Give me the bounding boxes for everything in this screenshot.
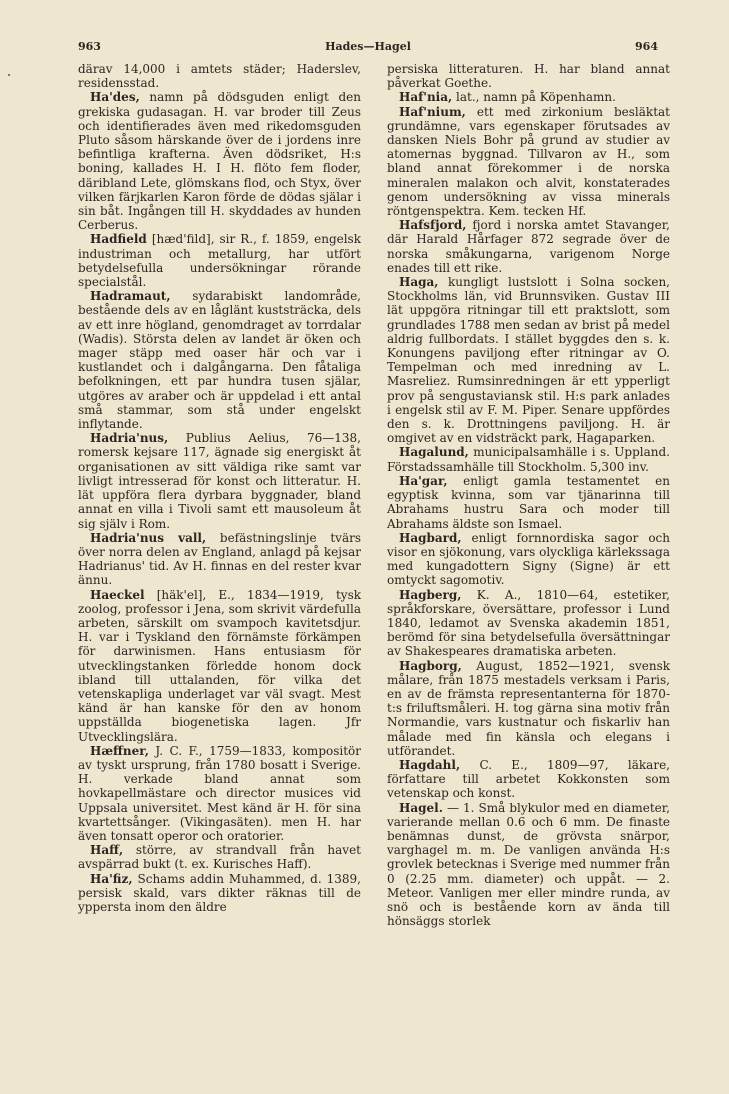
right-page-number: 964 xyxy=(635,40,658,53)
entry-text: persiska litteraturen. H. har bland annat påverkat Goethe. xyxy=(387,62,670,91)
entry-text: — 1. Små blykulor med en diameter, varierande mellan 0.6 och 6 mm. De finaste benämnas dunst, de grövsta snärpor, varghagel m. m. De vanligen använda H:s grovlek betecknas i Sverige med nummer från 0 (2.25 mm. diameter) och uppåt. — 2. Meteor. Vanligen mer eller mindre runda, av snö och is bestående korn av ända till hönsäggs storlek xyxy=(387,800,670,929)
entry-headword: Haf'nium, xyxy=(399,104,466,119)
page-header xyxy=(78,40,658,60)
entry-headword: Ha'gar, xyxy=(399,473,448,488)
entry-text: municipalsamhälle i s. Uppland. Förstadssamhälle till Stockholm. 5,300 inv. xyxy=(387,445,670,474)
entry-headword: Haeckel xyxy=(90,587,145,602)
entry-headword: Hagborg, xyxy=(399,658,462,673)
dictionary-entry xyxy=(78,289,361,431)
entry-text: därav 14,000 i amtets städer; Haderslev, residensstad. xyxy=(78,62,361,91)
entry-headword: Hadfield xyxy=(90,232,147,247)
entry-text: Publius Aelius, 76—138, romersk kejsare 117, ägnade sig energiskt åt organisationen av sitt väldiga rike samt var livligt intresserad för konst och litteratur. H. lät uppföra flera dyrbara byggnader, bland annat en villa i Tivoli samt ett mausoleum åt sig själv i Rom. xyxy=(78,431,361,531)
entry-text: fjord i norska amtet Stavanger, där Harald Hårfager 872 segrade över de norska småkungarna, varigenom Norge enades till ett rike. xyxy=(387,218,670,275)
dictionary-entry xyxy=(78,843,361,871)
entry-text: namn på dödsguden enligt den grekiska gudasagan. H. var broder till Zeus och identifierades även med rikedomsguden Pluto såsom härskande över de i jordens inre befintliga krafterna. Även dödsriket, H:s boning, kallades H. I H. flöto fem floder, däribland Lete, glömskans flod, och Styx, över vilken färjkarlen Karon förde de dödas själar i sin båt. Ingången till H. skyddades av hunden Cerberus. xyxy=(78,90,361,233)
entry-text: befästningslinje tvärs över norra delen av England, anlagd på kejsar Hadrianus' tid. Av H. finnas en del rester kvar ännu. xyxy=(78,530,361,588)
entry-headword: Hagbard, xyxy=(399,530,462,545)
dictionary-entry xyxy=(387,474,670,531)
dictionary-entry xyxy=(78,588,361,744)
entry-headword: Hadramaut, xyxy=(90,289,171,304)
right-column xyxy=(387,62,670,928)
dictionary-entry xyxy=(387,758,670,801)
dictionary-entry xyxy=(78,872,361,915)
dictionary-entry xyxy=(78,90,361,232)
entry-headword: Ha'fiz, xyxy=(90,871,133,886)
running-title: Hades—Hagel xyxy=(325,40,411,53)
entry-text: J. C. F., 1759—1833, kompositör av tyskt ursprung, från 1780 bosatt i Sverige. H. verkade bland annat som hovkapellmästare och director musices vid Uppsala universitet. Mest känd är H. för sina kvartettsånger. (Vikingasäten). men H. har även tonsatt operor och oratorier. xyxy=(78,743,361,843)
entry-headword: Hagel. xyxy=(399,800,443,815)
entry-headword: Ha'des, xyxy=(90,90,140,105)
dictionary-entry xyxy=(387,659,670,758)
entry-headword: Hagalund, xyxy=(399,445,469,460)
dictionary-entry xyxy=(78,431,361,530)
entry-headword: Haga, xyxy=(399,275,439,290)
entry-text: [hæd'fild], sir R., f. 1859, engelsk industriman och metallurg, har utfört betydelsefulla undersökningar rörande specialstål. xyxy=(78,232,361,290)
entry-text: enligt fornnordiska sagor och visor en sjökonung, vars olyckliga kärlekssaga med kungadottern Signy (Signe) är ett omtyckt sagomotiv. xyxy=(387,530,670,588)
dictionary-entry xyxy=(387,105,670,219)
entry-headword: Hagdahl, xyxy=(399,757,461,772)
dictionary-entry xyxy=(387,90,670,104)
entry-headword: Hafsfjord, xyxy=(399,218,467,233)
left-page-number: 963 xyxy=(78,40,101,53)
entry-text: lat., namn på Köpenhamn. xyxy=(452,90,616,105)
entry-text: Schams addin Muhammed, d. 1389, persisk skald, vars dikter räknas till de yppersta inom den äldre xyxy=(78,871,361,914)
entry-text: enligt gamla testamentet en egyptisk kvinna, som var tjänarinna till Abrahams hustru Sara och moder till Abrahams äldste son Ismael. xyxy=(387,473,670,531)
entry-headword: Hagberg, xyxy=(399,587,462,602)
entry-text: August, 1852—1921, svensk målare, från 1875 mestadels verksam i Paris, en av de främsta representanterna för 1870-t:s friluftsmåleri. H. tog gärna sina motiv från Normandie, vars kustnatur och fiskarliv han målade med fin känsla och elegans i utförandet. xyxy=(387,658,670,758)
dictionary-entry xyxy=(387,218,670,275)
dictionary-entry xyxy=(387,801,670,929)
dictionary-entry xyxy=(387,445,670,473)
entry-text: sydarabiskt landområde, bestående dels av en låglänt kuststräcka, dels av ett inre högland, genomdraget av torrdalar (Wadis). Största delen av landet är öken och mager stäpp med oaser här och var i kustlandet och i dalgångarna. Den fåtaliga befolkningen, ett par hundra tusen själar, utgöres av araber och är uppdelad i ett antal små stammar, som stå under engelskt inflytande. xyxy=(78,289,361,432)
dictionary-entry xyxy=(387,275,670,445)
entry-text: [häk'el], E., 1834—1919, tysk zoolog, professor i Jena, som skrivit värdefulla arbeten, särskilt om svampoch kavitetsdjur. H. var i Tyskland den förnämste förkämpen för darwinismen. Hans entusiasm för utvecklingstanken förledde honom dock ibland till uttalanden, för vilka det vetenskapliga underlaget var väl svagt. Mest känd är han kanske för den av honom uppställda biogenetiska lagen. Jfr Utvecklingslära. xyxy=(78,587,361,744)
page-speck xyxy=(8,74,10,76)
entry-headword: Hadria'nus, xyxy=(90,431,169,446)
dictionary-entry xyxy=(387,531,670,588)
entry-text: C. E., 1809—97, läkare, författare till arbetet Kokkonsten som vetenskap och konst. xyxy=(387,757,670,801)
entry-text: större, av strandvall från havet avspärrad bukt (t. ex. Kurisches Haff). xyxy=(78,843,361,872)
left-column xyxy=(78,62,361,914)
dictionary-entry xyxy=(387,62,670,90)
dictionary-entry xyxy=(78,744,361,843)
entry-headword: Haf'nia, xyxy=(399,90,453,105)
entry-headword: Haff, xyxy=(90,843,124,858)
dictionary-entry xyxy=(387,588,670,659)
entry-headword: Hæffner, xyxy=(90,743,149,758)
entry-text: ett med zirkonium besläktat grundämne, vars egenskaper förutsades av dansken Niels Bohr på grund av studier av atomernas byggnad. Tillvaron av H., som bland annat förekommer i de norska mineralen malakon och alvit, konstaterades genom undersökning av vissa minerals röntgenspektra. Kem. tecken Hf. xyxy=(387,104,670,219)
entry-text: kungligt lustslott i Solna socken, Stockholms län, vid Brunnsviken. Gustav III lät uppgöra ritningar till ett praktslott, som grundlades 1788 men sedan av brist på medel aldrig fullbordats. I stället byggdes den s. k. Konungens paviljong efter ritningar av O. Tempelman och med inredning av L. Masreliez. Rumsinredningen är ett ypperligt prov på sengustaviansk stil. H:s park anlades i engelsk stil av F. M. Piper. Senare uppfördes den s. k. Drottningens paviljong. H. är omgivet av en vidsträckt park, Hagaparken. xyxy=(387,275,670,446)
dictionary-entry xyxy=(78,62,361,90)
dictionary-entry xyxy=(78,531,361,588)
entry-headword: Hadria'nus vall, xyxy=(90,530,207,545)
entry-text: K. A., 1810—64, estetiker, språkforskare, översättare, professor i Lund 1840, ledamot av Svenska akademin 1851, berömd för sina betydelsefulla översättningar av Shakespeares dramatiska arbeten. xyxy=(387,587,670,659)
dictionary-entry xyxy=(78,232,361,289)
